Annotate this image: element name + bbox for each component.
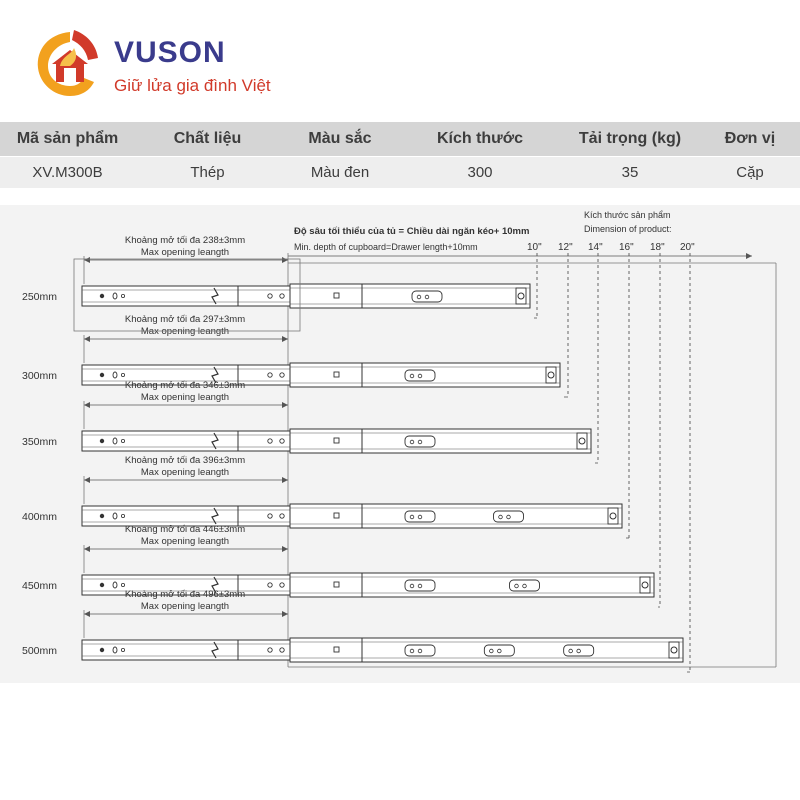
- slide-size-label: 300mm: [22, 370, 58, 382]
- cabinet-rail: [290, 363, 560, 387]
- cabinet-rail: [290, 284, 530, 308]
- rail-hole: [100, 439, 104, 443]
- slide-dimension-diagram: [0, 205, 800, 683]
- slide-size-label: 500mm: [22, 645, 58, 657]
- slide-row: [22, 524, 654, 597]
- inch-mark-label: 14": [588, 242, 603, 253]
- slide-row: [22, 589, 683, 662]
- cell-size: 300: [400, 157, 560, 189]
- brand-logo: [30, 26, 330, 106]
- opening-arrow-left-head: [84, 257, 90, 263]
- cabinet-rail: [290, 429, 591, 453]
- spec-table-header-row: [0, 122, 800, 157]
- opening-length-en: Max opening leangth: [140, 326, 230, 337]
- inch-mark-label: 16": [619, 242, 634, 253]
- slide-row: [22, 380, 591, 453]
- rail-hole: [100, 514, 104, 518]
- slide-size-label: 250mm: [22, 291, 58, 303]
- slide-row: [22, 455, 622, 528]
- slide-size-label: 400mm: [22, 511, 58, 523]
- opening-length-en: Max opening leangth: [140, 536, 230, 547]
- depth-note-en: Min. depth of cupboard=Drawer length+10mm: [294, 242, 478, 252]
- header-load: Tải trọng (kg): [560, 122, 700, 157]
- slide-size-label: 350mm: [22, 436, 58, 448]
- cell-load: 35: [560, 157, 700, 189]
- opening-arrow-right-head: [282, 546, 288, 552]
- opening-arrow-left-head: [84, 336, 90, 342]
- product-dim-vi: Kích thước sản phẩm: [584, 210, 671, 220]
- opening-length-vi: Khoảng mở tối đa 446±3mm: [124, 524, 246, 535]
- opening-arrow-left-head: [84, 477, 90, 483]
- header-color: Màu sắc: [280, 122, 400, 157]
- header-size: Kích thước: [400, 122, 560, 157]
- depth-note-vi: Độ sâu tối thiểu của tủ = Chiều dài ngăn kéo+ 10mm: [294, 226, 530, 237]
- opening-length-vi: Khoảng mở tối đa 238±3mm: [124, 235, 246, 246]
- slide-row: [22, 314, 560, 387]
- cell-material: Thép: [135, 157, 280, 189]
- brand-name: VUSON: [114, 36, 226, 69]
- opening-length-en: Max opening leangth: [140, 392, 230, 403]
- diagram-canvas: [0, 205, 800, 683]
- cabinet-rail: [290, 504, 622, 528]
- opening-arrow-right-head: [282, 257, 288, 263]
- opening-arrow-left-head: [84, 611, 90, 617]
- logo-flame-house-icon: [30, 26, 110, 106]
- opening-length-en: Max opening leangth: [140, 247, 230, 258]
- cell-product-code: XV.M300B: [0, 157, 135, 189]
- depth-arrow-head: [746, 253, 752, 259]
- inch-mark-label: 10": [527, 242, 542, 253]
- cell-unit: Cặp: [700, 157, 800, 189]
- header-unit: Đơn vị: [700, 122, 800, 157]
- cabinet-rail: [290, 573, 654, 597]
- opening-length-vi: Khoảng mở tối đa 396±3mm: [124, 455, 246, 466]
- opening-arrow-left-head: [84, 402, 90, 408]
- rail-hole: [100, 373, 104, 377]
- inch-mark-label: 18": [650, 242, 665, 253]
- opening-length-en: Max opening leangth: [140, 601, 230, 612]
- opening-length-vi: Khoảng mở tối đa 496±3mm: [124, 589, 246, 600]
- opening-arrow-right-head: [282, 402, 288, 408]
- opening-length-en: Max opening leangth: [140, 467, 230, 478]
- opening-length-vi: Khoảng mở tối đa 346±3mm: [124, 380, 246, 391]
- spec-table: [0, 122, 800, 188]
- opening-arrow-right-head: [282, 336, 288, 342]
- cell-color: Màu đen: [280, 157, 400, 189]
- rail-hole: [100, 583, 104, 587]
- opening-arrow-left-head: [84, 546, 90, 552]
- opening-length-vi: Khoảng mở tối đa 297±3mm: [124, 314, 246, 325]
- rail-hole: [100, 648, 104, 652]
- inch-mark-label: 20": [680, 242, 695, 253]
- product-dim-en: Dimension of product:: [584, 224, 672, 234]
- inch-mark-label: 12": [558, 242, 573, 253]
- header-material: Chất liệu: [135, 122, 280, 157]
- brand-slogan: Giữ lửa gia đình Việt: [114, 76, 271, 95]
- header-product-code: Mã sản phẩm: [0, 122, 135, 157]
- slide-size-label: 450mm: [22, 580, 58, 592]
- rail-hole: [100, 294, 104, 298]
- cabinet-rail: [290, 638, 683, 662]
- opening-arrow-right-head: [282, 477, 288, 483]
- opening-arrow-right-head: [282, 611, 288, 617]
- table-row: [0, 157, 800, 189]
